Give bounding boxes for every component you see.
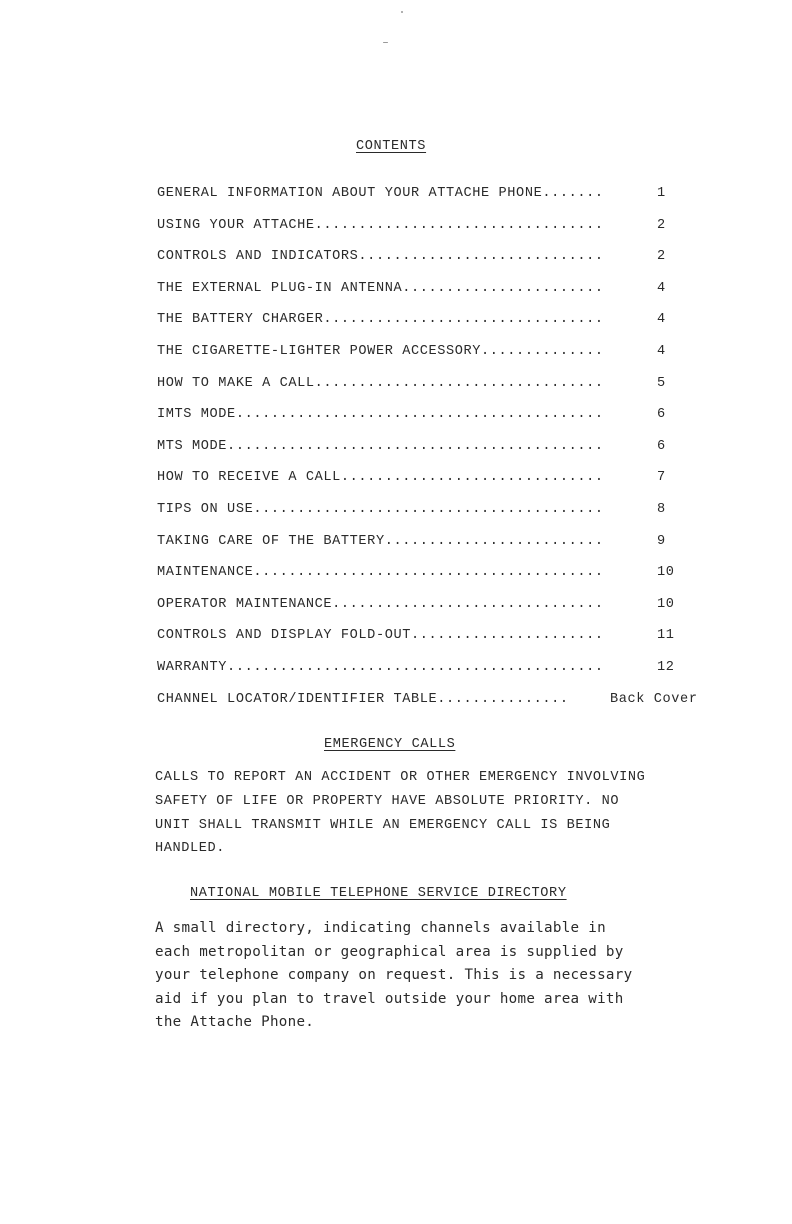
toc-row [157, 406, 702, 438]
toc-page-number: 6 [657, 407, 666, 423]
toc-row [157, 533, 702, 565]
toc-entry-label: CONTROLS AND INDICATORS............................ [157, 249, 604, 265]
toc-entry-label: USING YOUR ATTACHE................................. [157, 217, 604, 233]
toc-entry-label: HOW TO RECEIVE A CALL.............................. [157, 470, 604, 486]
toc-page-number: 2 [657, 217, 666, 233]
toc-row [157, 691, 702, 723]
toc-page-number: 7 [657, 470, 666, 486]
toc-page-number: 11 [657, 628, 675, 644]
toc-page-number: Back Cover [610, 691, 698, 707]
toc-row [157, 248, 702, 280]
toc-entry-label: WARRANTY........................................... [157, 659, 604, 675]
emergency-calls-text: CALLS TO REPORT AN ACCIDENT OR OTHER EMERGENCY INVOLVING SAFETY OF LIFE OR PROPERTY HAVE ABSOLUTE PRIORITY. NO UNIT SHALL TRANSMIT WHILE AN EMERGENCY CALL IS BEING HANDLED. [155, 770, 646, 857]
toc-row [157, 185, 702, 217]
toc-entry-label: THE CIGARETTE-LIGHTER POWER ACCESSORY.............. [157, 343, 604, 359]
toc-page-number: 2 [657, 249, 666, 265]
toc-row [157, 596, 702, 628]
toc-entry-label: TIPS ON USE........................................ [157, 501, 604, 517]
toc-row [157, 438, 702, 470]
toc-row [157, 627, 702, 659]
toc-entry-label: TAKING CARE OF THE BATTERY......................... [157, 533, 604, 549]
toc-page-number: 12 [657, 659, 675, 675]
toc-page-number: 1 [657, 186, 666, 201]
toc-page-number: 4 [657, 343, 666, 359]
toc-entry-label: CHANNEL LOCATOR/IDENTIFIER TABLE............... [157, 691, 569, 707]
toc-entry-label: THE EXTERNAL PLUG-IN ANTENNA....................... [157, 280, 604, 296]
toc-page-number: 9 [657, 533, 666, 549]
contents-heading: CONTENTS [356, 139, 427, 154]
directory-heading: NATIONAL MOBILE TELEPHONE SERVICE DIRECTORY [190, 886, 567, 901]
toc-entry-label: MAINTENANCE........................................ [157, 565, 604, 581]
toc-entry-label: GENERAL INFORMATION ABOUT YOUR ATTACHE PHONE....... [157, 186, 604, 201]
toc-row [157, 343, 702, 375]
toc-page-number: 10 [657, 596, 675, 612]
toc-entry-label: THE BATTERY CHARGER................................ [157, 312, 604, 328]
emergency-calls-heading: EMERGENCY CALLS [324, 737, 456, 752]
toc-row [157, 564, 702, 596]
toc-page-number: 10 [657, 565, 675, 581]
toc-page-number: 8 [657, 501, 666, 517]
toc-row [157, 280, 702, 312]
paper-speck [401, 11, 403, 13]
toc-entry-label: CONTROLS AND DISPLAY FOLD-OUT...................... [157, 628, 604, 644]
toc-page-number: 4 [657, 280, 666, 296]
toc-page-number: 6 [657, 438, 666, 454]
toc-page-number: 5 [657, 375, 666, 391]
directory-text: A small directory, indicating channels available in each metropolitan or geographical area is supplied by your telephone company on request. This is a necessary aid if you plan to travel outside your home area with the Attache Phone. [155, 920, 633, 1031]
toc-row [157, 501, 702, 533]
table-of-contents [157, 185, 702, 722]
toc-row [157, 469, 702, 501]
toc-row [157, 217, 702, 249]
toc-row [157, 311, 702, 343]
toc-row [157, 375, 702, 407]
toc-page-number: 4 [657, 312, 666, 328]
toc-entry-label: OPERATOR MAINTENANCE............................... [157, 596, 604, 612]
toc-row [157, 659, 702, 691]
toc-entry-label: IMTS MODE.......................................... [157, 407, 604, 423]
toc-entry-label: MTS MODE........................................... [157, 438, 604, 454]
toc-entry-label: HOW TO MAKE A CALL................................. [157, 375, 604, 391]
paper-speck [383, 42, 388, 43]
